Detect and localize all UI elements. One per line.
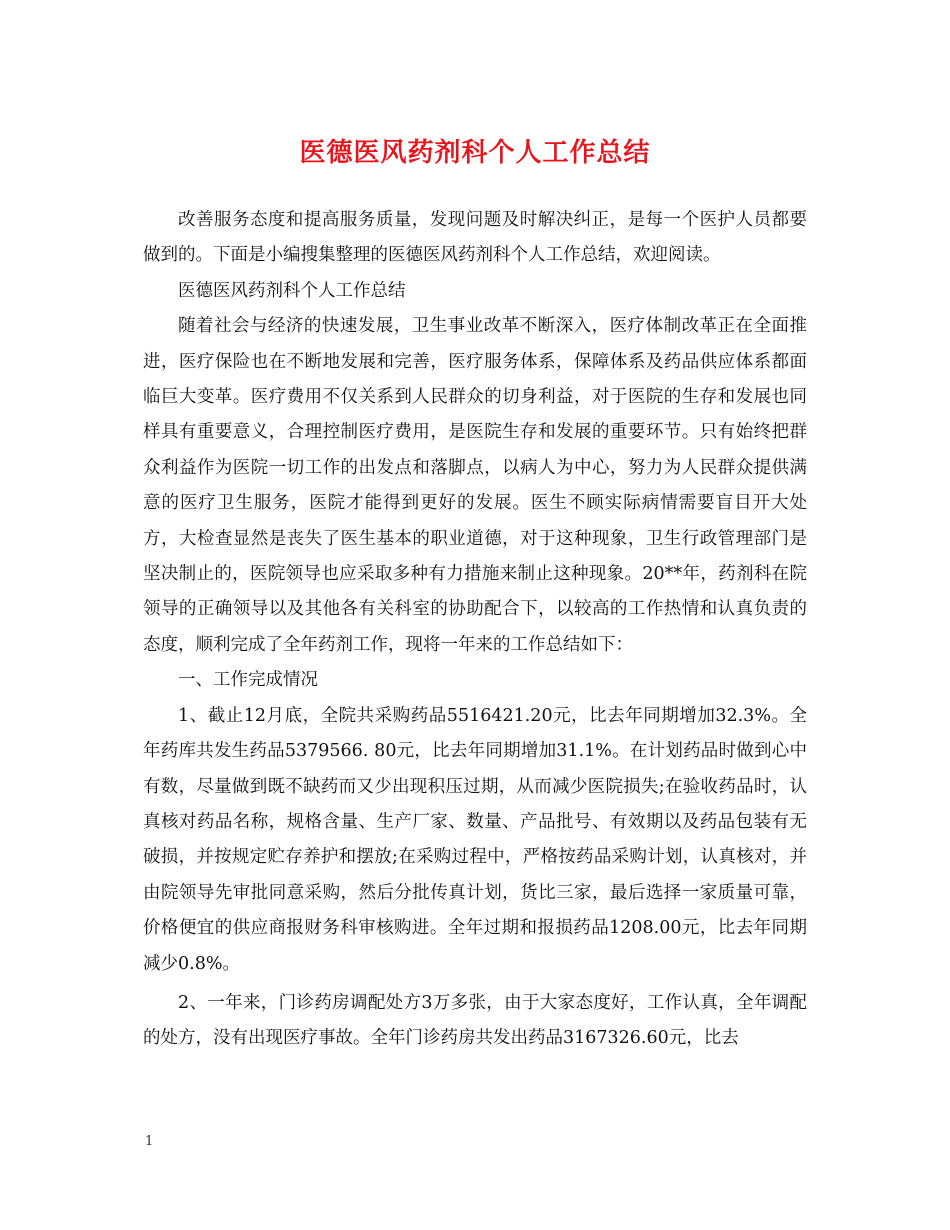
intro-paragraph: 改善服务态度和提高服务质量，发现问题及时解决纠正，是每一个医护人员都要做到的。下面是小编搜集整理的医德医风药剂科个人工作总结，欢迎阅读。 bbox=[143, 210, 807, 266]
item-2-paragraph: 2、一年来，门诊药房调配处方3万多张，由于大家态度好，工作认真，全年调配的处方，没有出现医疗事故。全年门诊药房共发出药品3167326.60元，比去 bbox=[143, 992, 807, 1049]
background-paragraph: 随着社会与经济的快速发展，卫生事业改革不断深入，医疗体制改革正在全面推进，医疗保险也在不断地发展和完善，医疗服务体系，保障体系及药品供应体系都面临巨大变革。医疗费用不仅关系到人民群众的切身利益，对于医院的生存和发展也同样具有重要意义，合理控制医疗费用，是医院生存和发展的重要环节。只有始终把群众利益作为医院一切工作的出发点和落脚点，以病人为中心，努力为人民群众提供满意的医疗卫生服务，医院才能得到更好的发展。医生不顾实际病情需要盲目开大处方，大检查显然是丧失了医生基本的职业道德，对于这种现象，卫生行政管理部门是坚决制止的，医院领导也应采取多种有力措施来制止这种现象。20**年，药剂科在院领导的正确领导以及其他各有关科室的协助配合下，以较高的工作热情和认真负责的态度，顺利完成了全年药剂工作，现将一年来的工作总结如下： bbox=[143, 316, 807, 655]
item-1-paragraph: 1、截止12月底，全院共采购药品5516421.20元，比去年同期增加32.3%。全年药库共发生药品5379566. 80元，比去年同期增加31.1%。在计划药品时做到心中有数，尽量做到既不缺药而又少出现积压过期，从而减少医院损失;在验收药品时，认真核对药品名称，规格含量、生产厂家、数量、产品批号、有效期以及药品包装有无破损，并按规定贮存养护和摆放;在采购过程中，严格按药品采购计划，认真核对，并由院领导先审批同意采购，然后分批传真计划，货比三家，最后选择一家质量可靠，价格便宜的供应商报财务科审核购进。全年过期和报损药品1208.00元，比去年同期减少0.8%。 bbox=[143, 705, 807, 974]
document-title: 医德医风药剂科个人工作总结 bbox=[299, 138, 651, 168]
section-heading: 一、工作完成情况 bbox=[178, 670, 318, 691]
subtitle-paragraph: 医德医风药剂科个人工作总结 bbox=[178, 280, 406, 301]
document-body bbox=[143, 203, 807, 1057]
page-number: 1 bbox=[145, 1134, 154, 1149]
